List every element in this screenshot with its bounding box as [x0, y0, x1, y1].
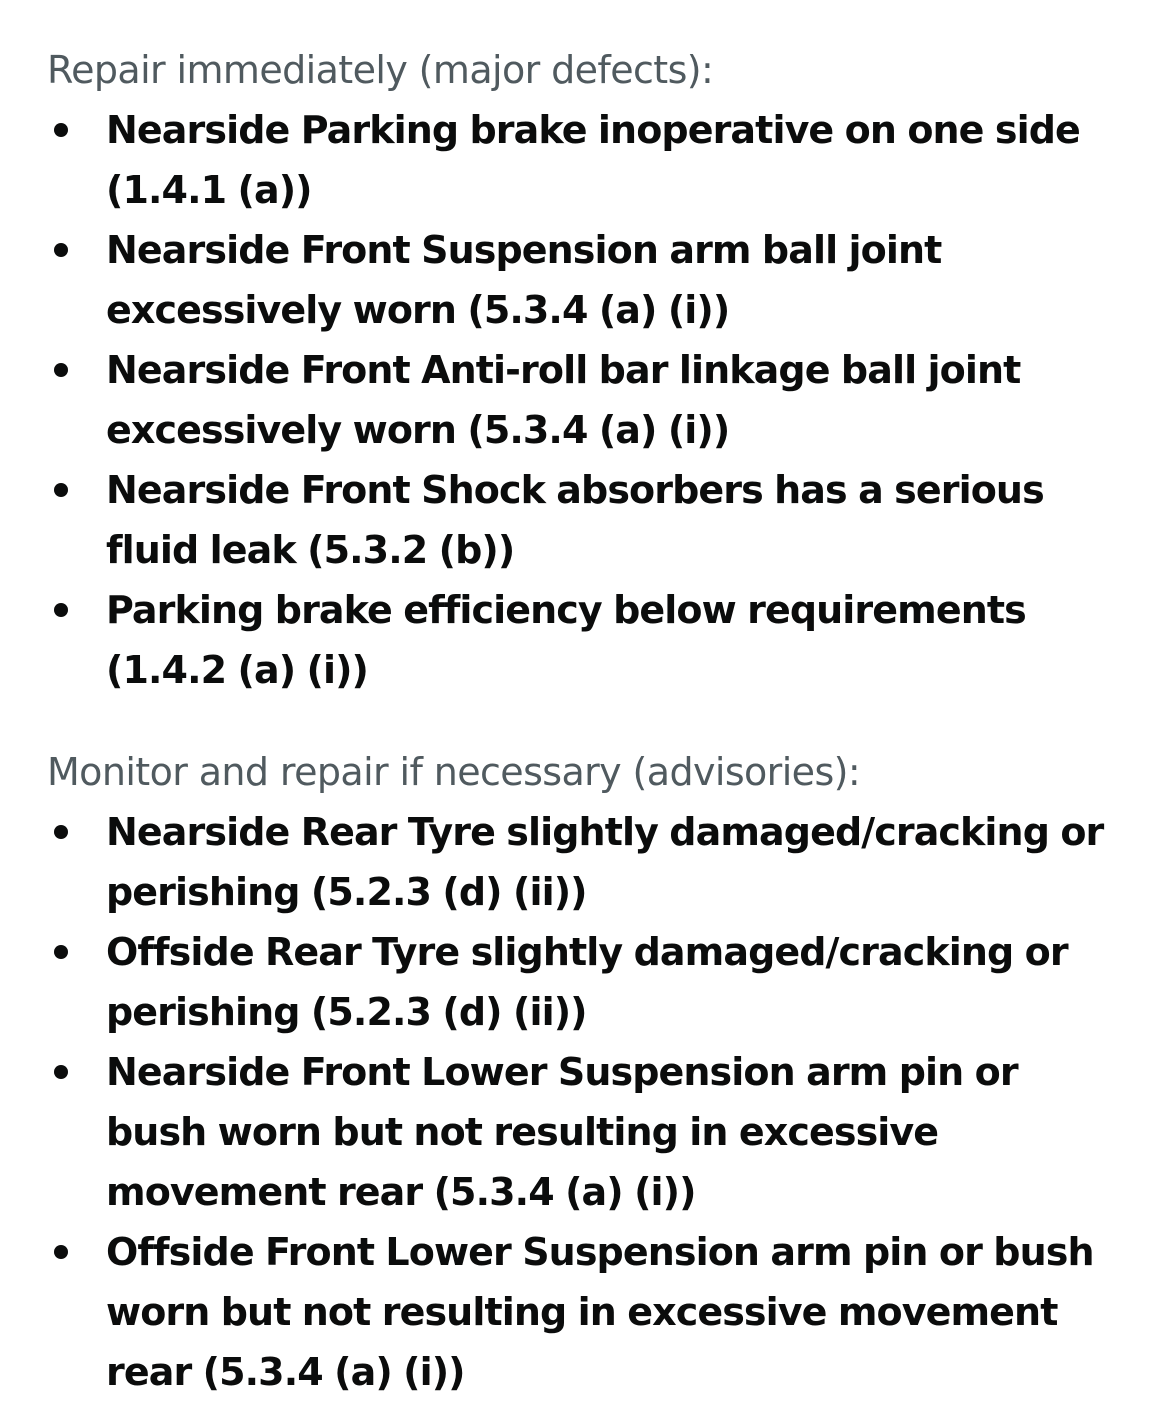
advisory-text: Nearside Front Lower Suspension arm pin or bush worn but not resulting in excessive movement rear (5.3.4 (a) (i))	[106, 1050, 1018, 1214]
major-defects-section	[47, 40, 1170, 700]
advisories-list	[47, 802, 1170, 1402]
bullet-icon	[54, 1065, 68, 1079]
major-defects-list	[47, 100, 1170, 700]
defect-item	[47, 220, 1111, 340]
advisories-section	[47, 742, 1170, 1402]
advisory-text: Nearside Rear Tyre slightly damaged/cracking or perishing (5.2.3 (d) (ii))	[106, 810, 1104, 914]
bullet-icon	[54, 1245, 68, 1259]
advisory-item	[47, 1222, 1111, 1402]
advisory-text: Offside Front Lower Suspension arm pin or bush worn but not resulting in excessive movement rear (5.3.4 (a) (i))	[106, 1230, 1094, 1394]
bullet-icon	[54, 363, 68, 377]
defect-text: Nearside Front Anti-roll bar linkage ball joint excessively worn (5.3.4 (a) (i))	[106, 348, 1021, 452]
defect-text: Nearside Parking brake inoperative on one side (1.4.1 (a))	[106, 108, 1080, 212]
advisory-text: Offside Rear Tyre slightly damaged/cracking or perishing (5.2.3 (d) (ii))	[106, 930, 1068, 1034]
defect-text: Parking brake efficiency below requirements (1.4.2 (a) (i))	[106, 588, 1026, 692]
advisory-item	[47, 922, 1111, 1042]
defect-item	[47, 580, 1111, 700]
major-defects-heading: Repair immediately (major defects):	[47, 48, 714, 92]
defect-text: Nearside Front Suspension arm ball joint excessively worn (5.3.4 (a) (i))	[106, 228, 942, 332]
defect-item	[47, 460, 1111, 580]
bullet-icon	[54, 123, 68, 137]
bullet-icon	[54, 243, 68, 257]
bullet-icon	[54, 483, 68, 497]
advisory-item	[47, 802, 1111, 922]
bullet-icon	[54, 603, 68, 617]
advisories-heading: Monitor and repair if necessary (advisories):	[47, 750, 861, 794]
bullet-icon	[54, 945, 68, 959]
advisory-item	[47, 1042, 1111, 1222]
bullet-icon	[54, 825, 68, 839]
defect-text: Nearside Front Shock absorbers has a serious fluid leak (5.3.2 (b))	[106, 468, 1044, 572]
defect-item	[47, 340, 1111, 460]
defect-item	[47, 100, 1111, 220]
